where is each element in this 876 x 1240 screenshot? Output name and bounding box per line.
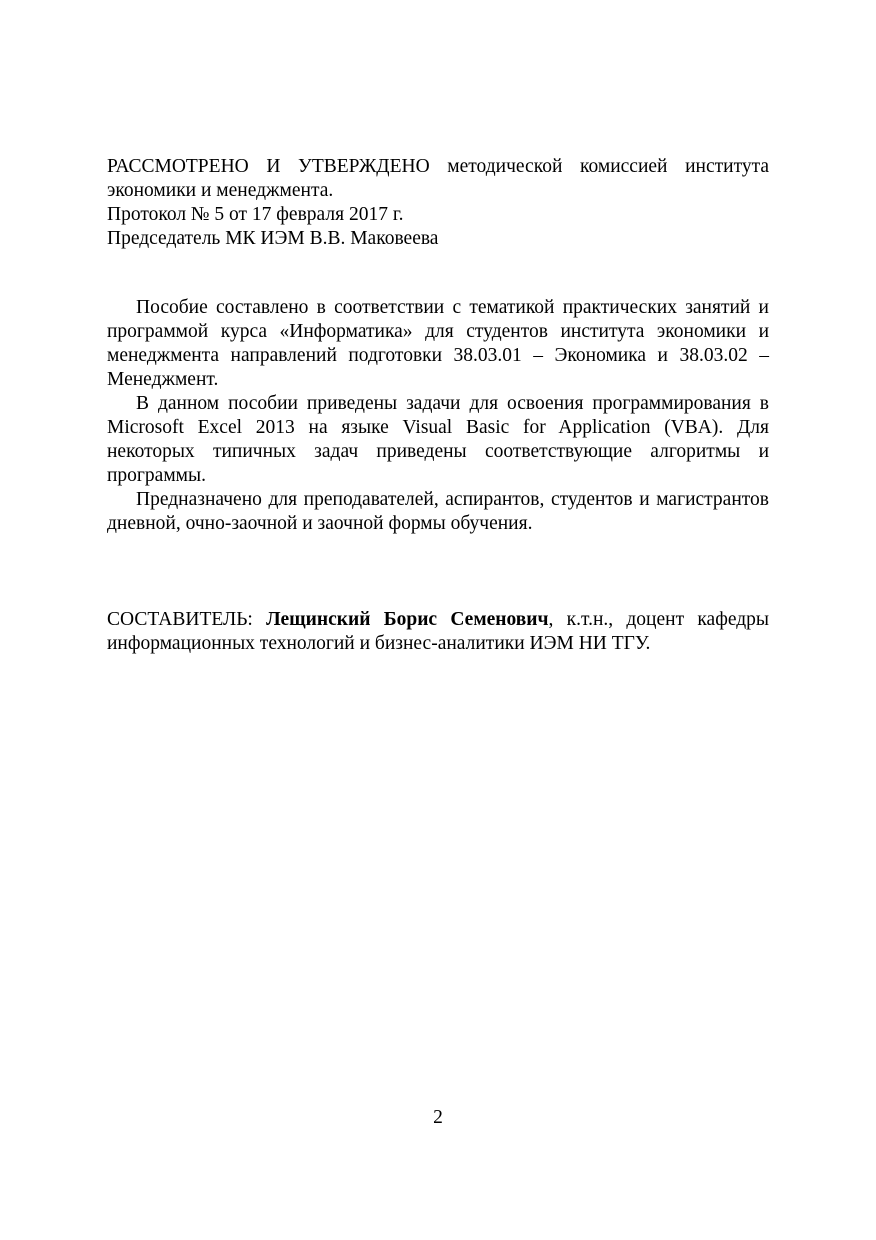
abstract-paragraph-1: Пособие составлено в соответствии с тематикой практических занятий и программой курса «Информатика» для студентов института экономики и менеджмента направлений подготовки 38.03.01 – Экономика и 38.03.02 – Менеджмент. [107, 297, 769, 390]
compiler-name: Лещинский Борис Семенович [266, 609, 549, 630]
approval-block [107, 155, 769, 251]
protocol-line: Протокол № 5 от 17 февраля 2017 г. [107, 204, 404, 225]
abstract-paragraph-2: В данном пособии приведены задачи для освоения программирования в Microsoft Excel 2013 на языке Visual Basic for Application (VBA). Для некоторых типичных задач приведены соответствующие алгоритмы и программы. [107, 393, 769, 486]
abstract-paragraph-3: Предназначено для преподавателей, аспирантов, студентов и магистрантов дневной, очно-заочной и заочной формы обучения. [107, 489, 769, 534]
compiler-paragraph [107, 608, 769, 656]
compiler-block [107, 608, 769, 656]
compiler-details: , к.т.н., доцент кафедры информационных технологий и бизнес-аналитики ИЭМ НИ ТГУ. [107, 609, 769, 654]
compiler-label: СОСТАВИТЕЛЬ: [107, 609, 267, 630]
page-number: 2 [433, 1107, 443, 1128]
chairman-line: Председатель МК ИЭМ В.В. Маковеева [107, 228, 439, 249]
approval-statement: РАССМОТРЕНО И УТВЕРЖДЕНО методической комиссией института экономики и менеджмента. [107, 156, 769, 201]
abstract-block [107, 296, 769, 536]
